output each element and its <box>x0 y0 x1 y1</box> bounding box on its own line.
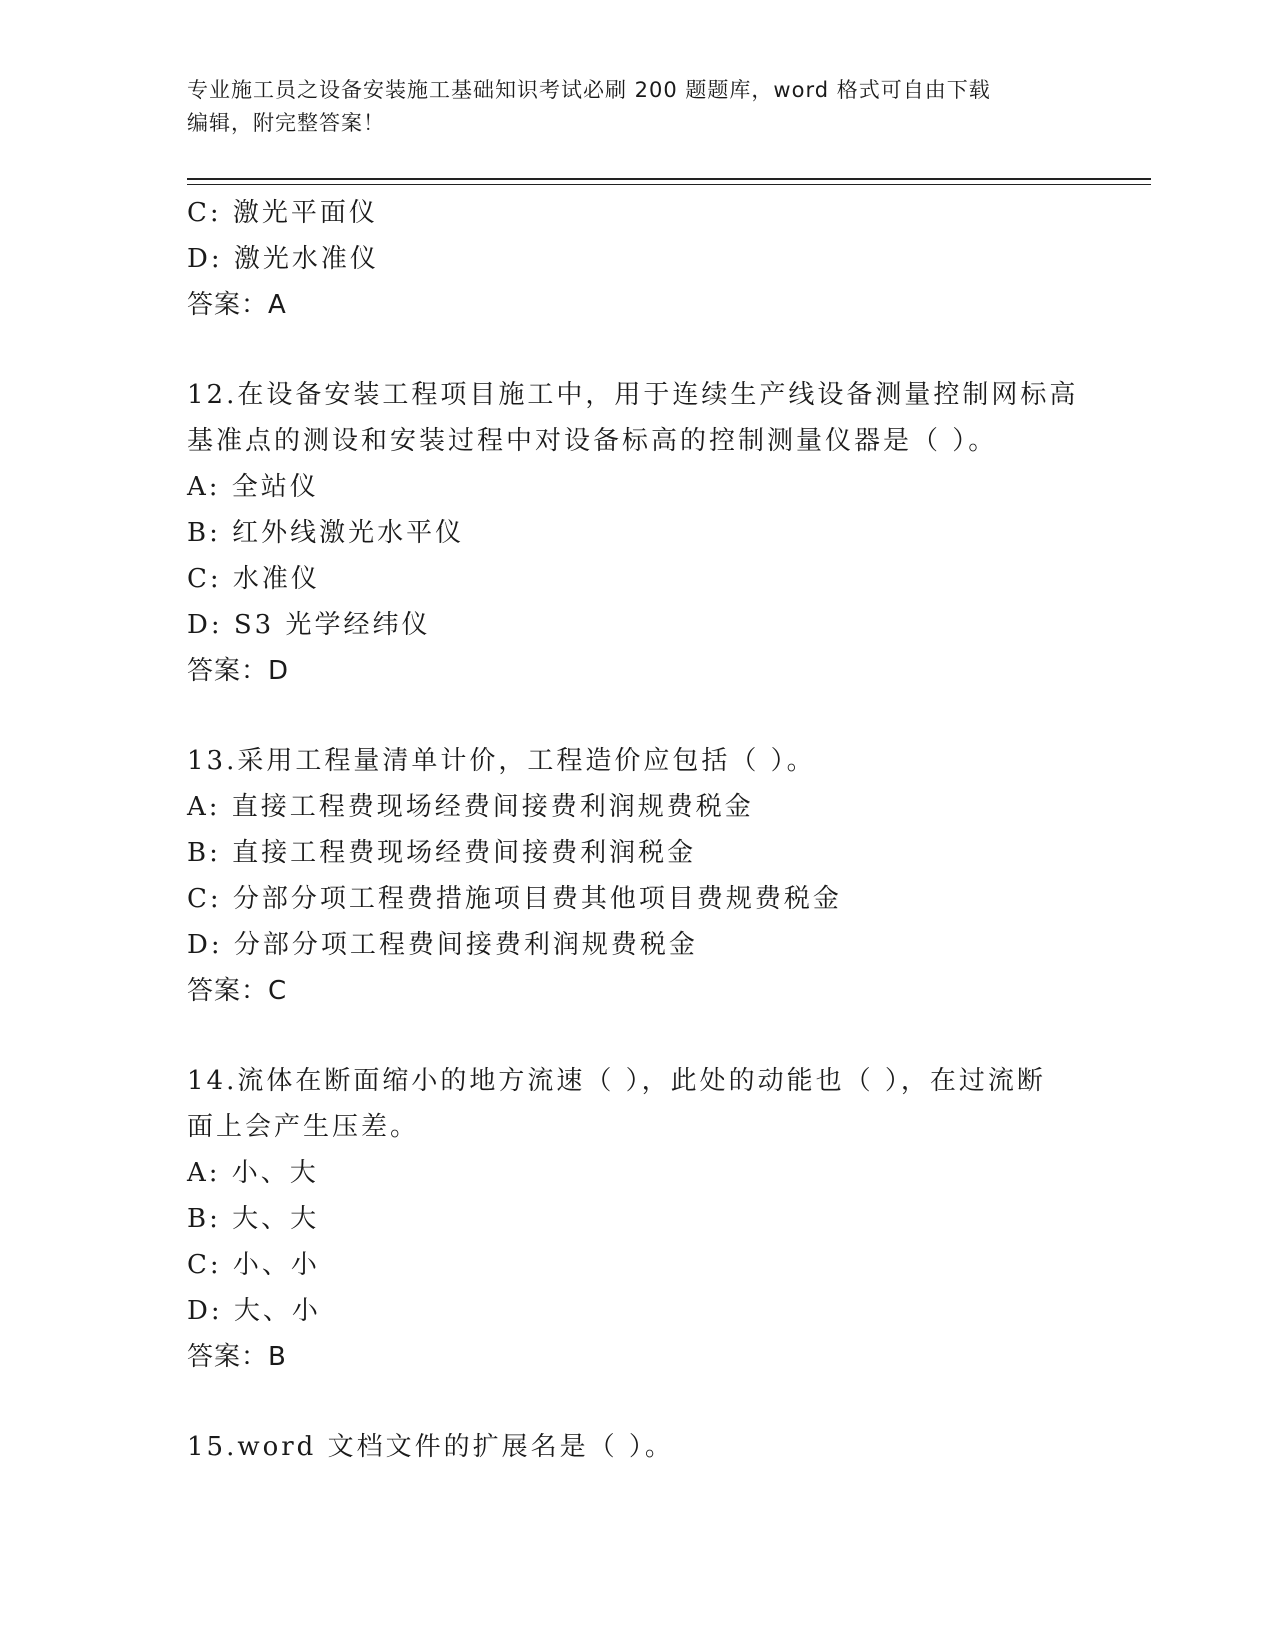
answer: 答案：A <box>187 290 287 320</box>
question-15 <box>187 1424 1147 1470</box>
question-13 <box>187 738 1147 1014</box>
header-rule-thin <box>187 184 1151 185</box>
question-12 <box>187 372 1147 694</box>
option-c: C: 分部分项工程费措施项目费其他项目费规费税金 <box>187 884 842 914</box>
option-b: B: 大、大 <box>187 1204 320 1234</box>
option-d: D: 激光水准仪 <box>187 244 379 274</box>
document-header <box>187 74 1087 140</box>
option-a: A: 小、大 <box>187 1158 319 1188</box>
option-c: C: 小、小 <box>187 1250 320 1280</box>
header-line-1: 专业施工员之设备安装施工基础知识考试必刷 200 题题库，word 格式可自由下载 <box>187 78 991 102</box>
option-a: A: 全站仪 <box>187 472 319 502</box>
question-14 <box>187 1058 1147 1380</box>
answer: 答案：B <box>187 1342 287 1372</box>
spacer <box>187 1014 1147 1058</box>
spacer <box>187 694 1147 738</box>
option-c: C: 水准仪 <box>187 564 320 594</box>
option-c: C: 激光平面仪 <box>187 198 378 228</box>
answer: 答案：D <box>187 656 290 686</box>
spacer <box>187 328 1147 372</box>
option-d: D: 分部分项工程费间接费利润规费税金 <box>187 930 698 960</box>
question-stem-cont: 基准点的测设和安装过程中对设备标高的控制测量仪器是（ ）。 <box>187 426 998 456</box>
document-body <box>187 190 1147 1470</box>
question-stem: 13.采用工程量清单计价，工程造价应包括（ ）。 <box>187 746 816 776</box>
option-d: D: S3 光学经纬仪 <box>187 610 431 640</box>
question-stem: 15.word 文档文件的扩展名是（ ）。 <box>187 1432 674 1462</box>
answer: 答案：C <box>187 976 288 1006</box>
option-a: A: 直接工程费现场经费间接费利润规费税金 <box>187 792 754 822</box>
question-stem: 14.流体在断面缩小的地方流速（ ），此处的动能也（ ），在过流断 <box>187 1066 1046 1096</box>
question-stem-cont: 面上会产生压差。 <box>187 1112 420 1142</box>
option-b: B: 直接工程费现场经费间接费利润税金 <box>187 838 697 868</box>
option-b: B: 红外线激光水平仪 <box>187 518 465 548</box>
header-line-2: 编辑，附完整答案！ <box>187 111 385 135</box>
option-d: D: 大、小 <box>187 1296 321 1326</box>
header-rule-thick <box>187 178 1151 180</box>
previous-question <box>187 190 1147 328</box>
question-stem: 12.在设备安装工程项目施工中，用于连续生产线设备测量控制网标高 <box>187 380 1079 410</box>
spacer <box>187 1380 1147 1424</box>
